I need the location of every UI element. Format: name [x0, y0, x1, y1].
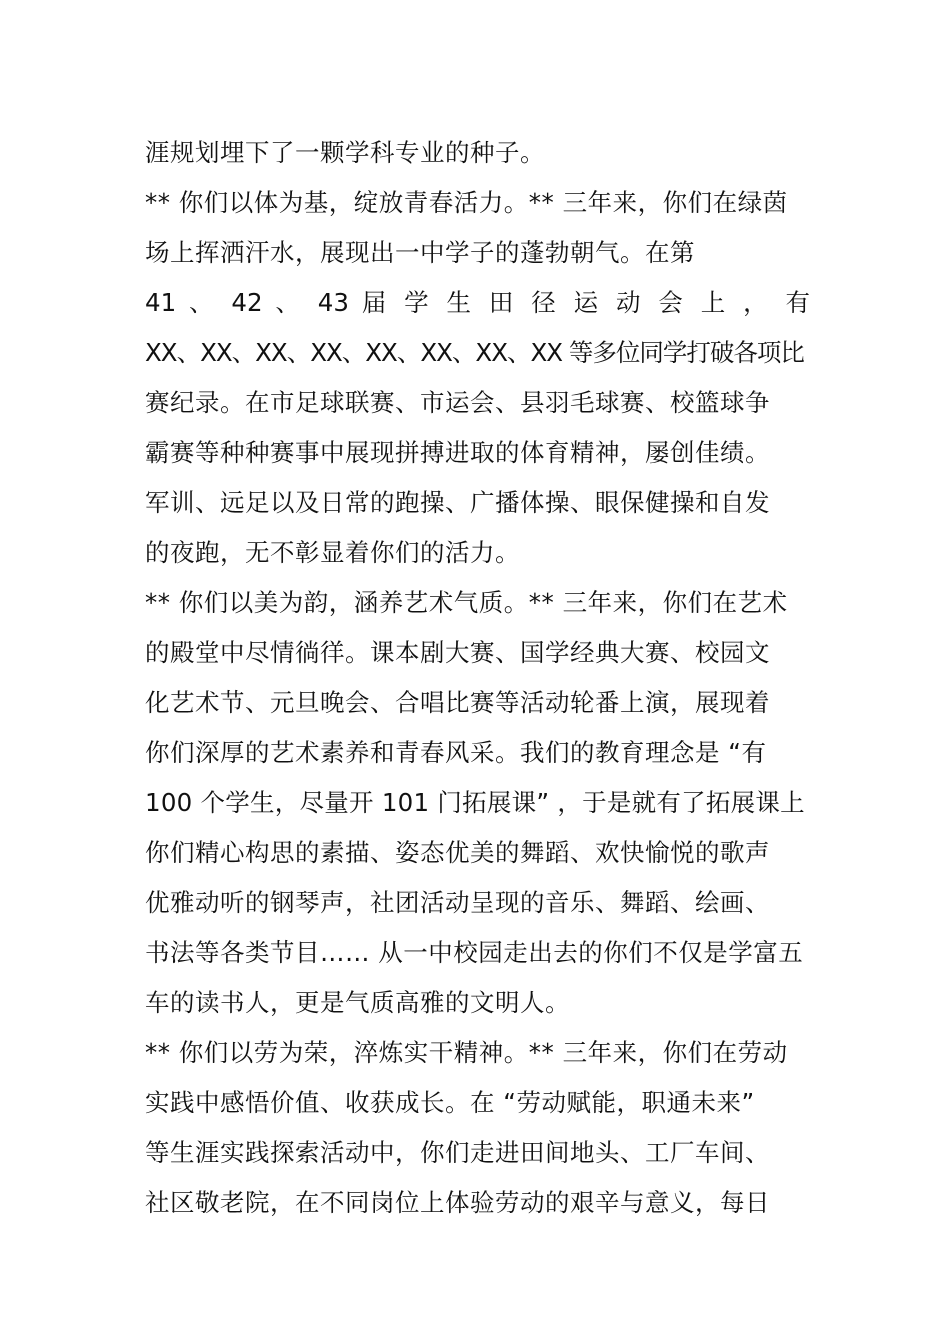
text-line: 涯规划埋下了一颗学科专业的种子。: [145, 138, 545, 167]
text-line: 霸赛等种种赛事中展现拼搏进取的体育精神，屡创佳绩。: [145, 438, 770, 467]
text-line: 车的读书人，更是气质高雅的文明人。: [145, 988, 570, 1017]
text-line: 书法等各类节目…… 从一中校园走出去的你们不仅是学富五: [145, 938, 804, 967]
text-line: ** 你们以体为基，绽放青春活力。** 三年来，你们在绿茵: [145, 188, 788, 217]
text-line: 场上挥洒汗水，展现出一中学子的蓬勃朝气。在第: [145, 238, 695, 267]
text-line: XX、XX、XX、XX、XX、XX、XX、XX 等多位同学打破各项比: [145, 338, 804, 367]
text-line: 你们深厚的艺术素养和青春风采。我们的教育理念是 “有: [145, 738, 767, 767]
text-line: 实践中感悟价值、收获成长。在 “劳动赋能，职通未来”: [145, 1088, 755, 1117]
body-text: [145, 128, 810, 1228]
text-line: 军训、远足以及日常的跑操、广播体操、眼保健操和自发: [145, 488, 770, 517]
text-line: 化艺术节、元旦晚会、合唱比赛等活动轮番上演，展现着: [145, 688, 770, 717]
text-line: 41 、 42 、 43 届 学 生 田 径 运 动 会 上 ， 有: [145, 288, 810, 317]
text-line: 的殿堂中尽情徜徉。课本剧大赛、国学经典大赛、校园文: [145, 638, 770, 667]
text-line: 社区敬老院，在不同岗位上体验劳动的艰辛与意义，每日: [145, 1188, 770, 1217]
text-line: 等生涯实践探索活动中，你们走进田间地头、工厂车间、: [145, 1138, 770, 1167]
text-line: 优雅动听的钢琴声，社团活动呈现的音乐、舞蹈、绘画、: [145, 888, 770, 917]
text-line: 的夜跑，无不彰显着你们的活力。: [145, 538, 520, 567]
text-line: 你们精心构思的素描、姿态优美的舞蹈、欢快愉悦的歌声: [145, 838, 770, 867]
text-line: ** 你们以美为韵，涵养艺术气质。** 三年来，你们在艺术: [145, 588, 788, 617]
text-line: 赛纪录。在市足球联赛、市运会、县羽毛球赛、校篮球争: [145, 388, 770, 417]
text-line: 100 个学生，尽量开 101 门拓展课” ，于是就有了拓展课上: [145, 788, 805, 817]
text-line: ** 你们以劳为荣，淬炼实干精神。** 三年来，你们在劳动: [145, 1038, 788, 1067]
